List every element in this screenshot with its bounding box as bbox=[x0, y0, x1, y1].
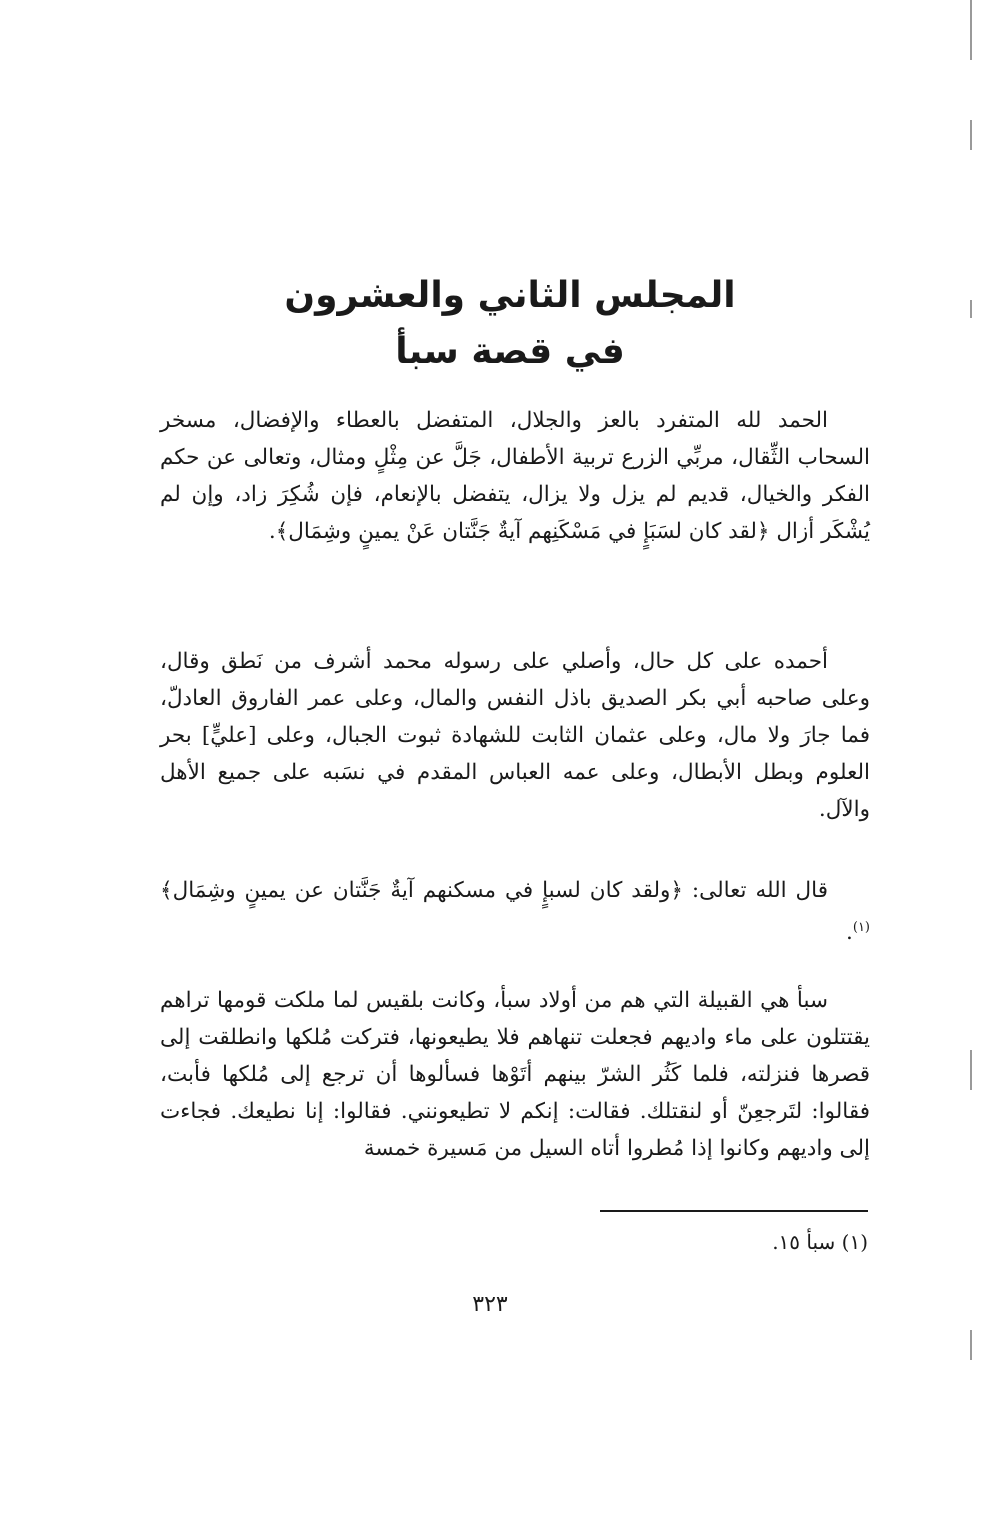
quote-end: . bbox=[846, 920, 853, 946]
footnote-marker: (١) bbox=[852, 920, 870, 935]
paragraph-2-text: أحمده على كل حال، وأصلي على رسوله محمد أشرف من نَطق وقال، وعلى صاحبه أبي بكر الصديق باذل النفس والمال، وعلى عمر الفاروق العادلّ، فما جارَ ولا مال، وعلى عثمان الثابت للشهادة ثبوت الجبال، وعلى [عليٍّ] بحر العلوم وبطل الأبطال، وعلى عمه العباس المقدم في نسَبه على جميع الأهل والآل. bbox=[160, 649, 870, 822]
paragraph-1-text: الحمد لله المتفرد بالعز والجلال، المتفضل بالعطاء والإفضال، مسخر السحاب الثِّقال، مربِّي الزرع تربية الأطفال، جَلَّ عن مِثْلٍ ومثال، وتعالى عن حكم الفكر والخيال، قديم لم يزل ولا يزال، يتفضل بالإنعام، فإن شُكِرَ زاد، وإن لم يُشْكَر أزال ﴿لقد كان لسَبَإٍ في مَسْكَنِهم آيةٌ جَنَّتان عَنْ يمينٍ وشِمَال﴾. bbox=[160, 408, 870, 544]
page-number: ٣٢٣ bbox=[472, 1292, 508, 1317]
quote-lead: قال الله تعالى: ﴿ولقد كان لسبإٍ في مسكنهم آيةٌ جَنَّتان عن يمينٍ وشِمَال﴾ bbox=[160, 878, 828, 903]
paragraph-3-text: سبأ هي القبيلة التي هم من أولاد سبأ، وكانت بلقيس لما ملكت قومها تراهم يقتتلون على ماء واديهم فجعلت تنهاهم فلا يطيعونها، فتركت مُلكها وانطلقت إلى قصرها فنزلته، فلما كَثُر الشرّ بينهم أتَوْها فسألوها أن ترجع إلى مُلكها فأبت، فقالوا: لتَرجعِنّ أو لنقتلك. فقالت: إنكم لا تطيعونني. فقالوا: إنا نطيعك. فجاءت إلى واديهم وكانوا إذا مُطروا أتاه السيل من مَسيرة خمسة bbox=[160, 988, 870, 1161]
paragraph-3 bbox=[160, 982, 870, 1167]
chapter-title-line-2: في قصة سبأ bbox=[395, 331, 625, 372]
chapter-title bbox=[160, 268, 860, 380]
footnote: (١) سبأ ١٥. bbox=[772, 1230, 868, 1254]
quranic-quote bbox=[160, 872, 870, 951]
footnote-separator bbox=[600, 1210, 868, 1212]
paragraph-2 bbox=[160, 643, 870, 828]
chapter-title-line-1: المجلس الثاني والعشرون bbox=[284, 275, 736, 316]
paragraph-1 bbox=[160, 402, 870, 550]
scan-edge-marks bbox=[968, 0, 976, 1517]
quote-text bbox=[160, 872, 870, 951]
